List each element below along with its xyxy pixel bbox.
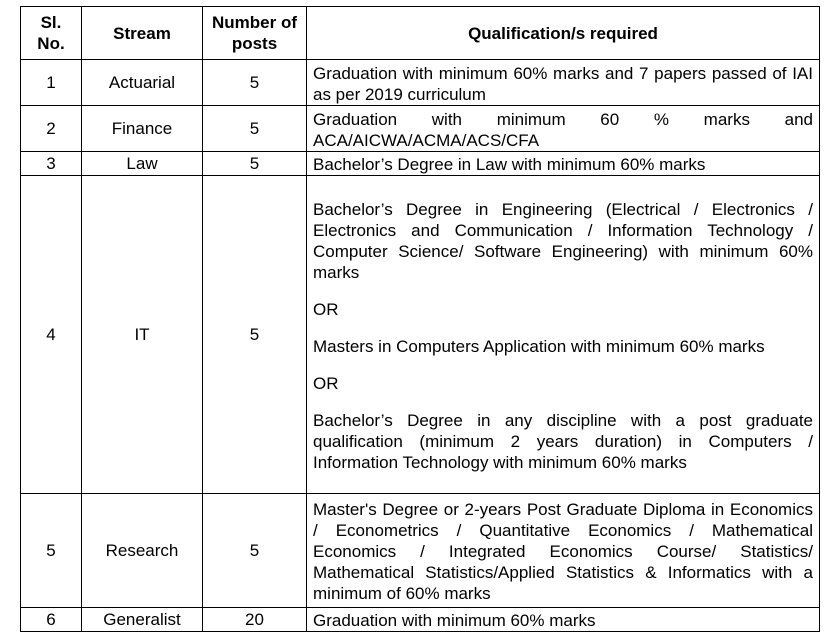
- qualification-cell: [307, 152, 820, 176]
- sl-no-cell: 4: [21, 176, 82, 494]
- qualification-cell: [307, 60, 820, 106]
- qualification-table: [20, 6, 820, 632]
- table-row: [21, 494, 820, 608]
- posts-cell: 5: [203, 106, 307, 152]
- sl-no-cell: 1: [21, 60, 82, 106]
- table-row: [21, 608, 820, 632]
- qualification-text: Graduation with minimum 60 % marks and ACA/AICWA/ACMA/ACS/CFA: [313, 109, 813, 150]
- or-separator: OR: [313, 373, 339, 393]
- stream-cell: IT: [82, 176, 203, 494]
- posts-cell: 20: [203, 608, 307, 632]
- qualification-text: Graduation with minimum 60% marks and 7 papers passed of IAI as per 2019 curriculum: [313, 63, 813, 104]
- stream-cell: Actuarial: [82, 60, 203, 106]
- stream-cell: Finance: [82, 106, 203, 152]
- header-sl-no: Sl. No.: [21, 7, 82, 60]
- qualification-cell: [307, 494, 820, 608]
- qualification-text: Bachelor’s Degree in Law with minimum 60% marks: [313, 155, 706, 174]
- qualification-text: Graduation with minimum 60% marks: [313, 611, 596, 630]
- posts-cell: 5: [203, 494, 307, 608]
- header-posts: Number of posts: [203, 7, 307, 60]
- table-row: [21, 152, 820, 176]
- qualification-cell: [307, 176, 820, 494]
- posts-cell: 5: [203, 176, 307, 494]
- qualification-cell: [307, 106, 820, 152]
- qualification-text: Master's Degree or 2-years Post Graduate Diploma in Economics / Econometrics / Quantitative Economics / Mathematical Economics / Integrated Economics Course/ Statistics/ Mathematical Statistics/Applied Statistics & Informatics with a minimum of 60% marks: [313, 500, 813, 603]
- qualification-text: Masters in Computers Application with minimum 60% marks: [313, 336, 765, 356]
- table-row: [21, 106, 820, 152]
- posts-cell: 5: [203, 152, 307, 176]
- sl-no-cell: 3: [21, 152, 82, 176]
- header-qualification: Qualification/s required: [307, 7, 820, 60]
- sl-no-cell: 5: [21, 494, 82, 608]
- header-stream: Stream: [82, 7, 203, 60]
- stream-cell: Research: [82, 494, 203, 608]
- sl-no-cell: 6: [21, 608, 82, 632]
- posts-cell: 5: [203, 60, 307, 106]
- header-row: [21, 7, 820, 60]
- table-row: [21, 176, 820, 494]
- sl-no-cell: 2: [21, 106, 82, 152]
- qualification-text: Bachelor’s Degree in any discipline with a post graduate qualification (minimum 2 years duration) in Computers / Information Technology with minimum 60% marks: [313, 410, 813, 472]
- stream-cell: Law: [82, 152, 203, 176]
- qualification-cell: [307, 608, 820, 632]
- stream-cell: Generalist: [82, 608, 203, 632]
- table-row: [21, 60, 820, 106]
- qualification-text: Bachelor’s Degree in Engineering (Electrical / Electronics / Electronics and Communication / Information Technology / Computer Science/ Software Engineering) with minimum 60% marks: [313, 199, 813, 282]
- or-separator: OR: [313, 299, 339, 319]
